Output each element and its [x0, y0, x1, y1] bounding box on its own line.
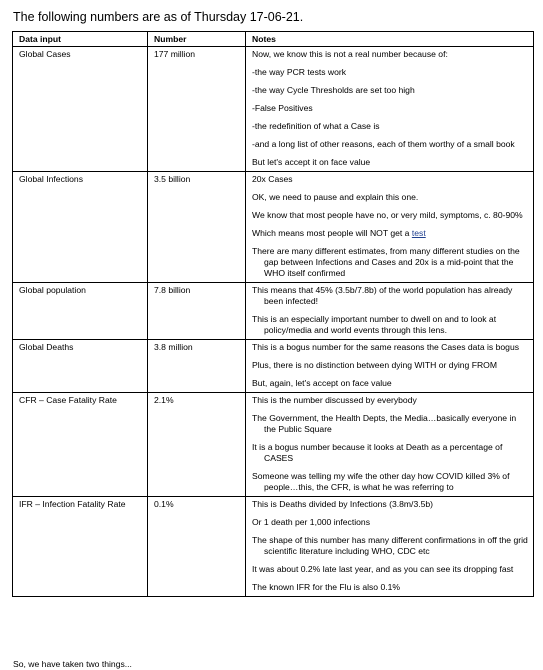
test-link[interactable]: test — [411, 228, 426, 238]
note-line: This is an especially important number to dwell on and to look at policy/media and world events through this lens. — [252, 314, 497, 335]
note-line: -the way Cycle Thresholds are set too high — [252, 85, 415, 95]
row-notes — [246, 340, 534, 393]
row-notes — [246, 497, 534, 597]
table-row — [13, 497, 534, 597]
row-notes — [246, 172, 534, 283]
table-row — [13, 283, 534, 340]
row-number: 2.1% — [148, 393, 246, 497]
row-number: 0.1% — [148, 497, 246, 597]
row-label: Global Cases — [13, 47, 148, 172]
note-line: We know that most people have no, or very mild, symptoms, c. 80-90% — [252, 210, 523, 220]
note-line: -the redefinition of what a Case is — [252, 121, 380, 131]
row-label: Global population — [13, 283, 148, 340]
row-notes — [246, 283, 534, 340]
row-notes — [246, 393, 534, 497]
note-line: It is a bogus number because it looks at Death as a percentage of CASES — [252, 442, 503, 463]
note-line: Someone was telling my wife the other day how COVID killed 3% of people…this, the CFR, is what he was referring to — [252, 471, 510, 492]
note-line: 20x Cases — [252, 174, 293, 184]
column-header-notes: Notes — [246, 32, 534, 47]
note-line: -the way PCR tests work — [252, 67, 347, 77]
row-number: 177 million — [148, 47, 246, 172]
note-line: OK, we need to pause and explain this one. — [252, 192, 419, 202]
note-line: The Government, the Health Depts, the Media…basically everyone in the Public Square — [252, 413, 517, 434]
row-label: Global Deaths — [13, 340, 148, 393]
note-line: But let's accept it on face value — [252, 157, 371, 167]
row-label: IFR – Infection Fatality Rate — [13, 497, 148, 597]
table-header-row — [13, 32, 534, 47]
note-line — [252, 228, 528, 239]
note-line: Now, we know this is not a real number because of: — [252, 49, 448, 59]
row-label: Global Infections — [13, 172, 148, 283]
note-line: This is a bogus number for the same reasons the Cases data is bogus — [252, 342, 520, 352]
row-number: 3.5 billion — [148, 172, 246, 283]
note-line: This means that 45% (3.5b/7.8b) of the world population has already been infected! — [252, 285, 513, 306]
note-line: -and a long list of other reasons, each of them worthy of a small book — [252, 139, 515, 149]
note-line: The known IFR for the Flu is also 0.1% — [252, 582, 401, 592]
note-line: It was about 0.2% late last year, and as you can see its dropping fast — [252, 564, 514, 574]
table-row — [13, 172, 534, 283]
note-line: Plus, there is no distinction between dying WITH or dying FROM — [252, 360, 498, 370]
note-line: -False Positives — [252, 103, 313, 113]
row-number: 7.8 billion — [148, 283, 246, 340]
row-label: CFR – Case Fatality Rate — [13, 393, 148, 497]
note-text: Which means most people will NOT get a — [252, 228, 412, 238]
row-notes — [246, 47, 534, 172]
data-table — [12, 31, 534, 597]
note-line: The shape of this number has many different confirmations in off the grid scientific literature including WHO, CDC etc — [252, 535, 528, 556]
note-line: But, again, let's accept on face value — [252, 378, 392, 388]
table-row — [13, 393, 534, 497]
note-line: Or 1 death per 1,000 infections — [252, 517, 371, 527]
column-header-number: Number — [148, 32, 246, 47]
footer-text: So, we have taken two things... — [13, 659, 132, 669]
row-number: 3.8 million — [148, 340, 246, 393]
note-line: There are many different estimates, from many different studies on the gap between Infections and Cases and 20x is a mid-point that the WHO itself confirmed — [252, 246, 520, 278]
table-row — [13, 340, 534, 393]
note-line: This is Deaths divided by Infections (3.8m/3.5b) — [252, 499, 434, 509]
column-header-data-input: Data input — [13, 32, 148, 47]
page-heading: The following numbers are as of Thursday 17-06-21. — [13, 10, 304, 24]
table-row — [13, 47, 534, 172]
note-line: This is the number discussed by everybody — [252, 395, 417, 405]
